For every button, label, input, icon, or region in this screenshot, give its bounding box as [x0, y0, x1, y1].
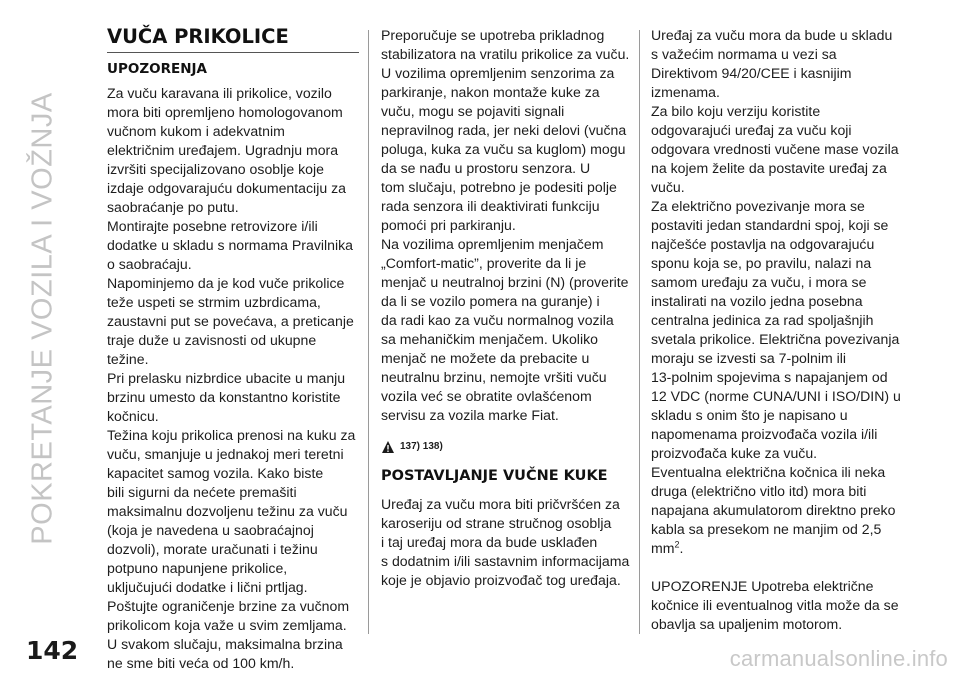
warning-subtitle: UPOZORENJA	[107, 61, 207, 77]
body-text	[651, 26, 901, 558]
column-right	[651, 26, 901, 634]
column-left	[107, 26, 359, 673]
section-title: POSTAVLJANJE VUČNE KUKE	[381, 468, 608, 484]
body-text-end: .	[679, 540, 684, 556]
body-text: Uređaj za vuču mora biti pričvršćen za karoseriju od strane stručnog osoblja i taj uređaj mora da bude usklađen s dodatnim i/ili sastavnim informacijama koje je objavio proizvođač tog uređaja.	[381, 496, 630, 588]
superscript: 2	[674, 539, 680, 550]
body-text: Za vuču karavana ili prikolice, vozilo mora biti opremljeno homologovanom vučnom kukom i adekvatnim električnim uređajem. Ugradnju mora izvršiti specijalizovano osoblje koje izdaje odgovarajuću dokumentaciju za saobraćanje po putu. Montirajte posebne retrovizore i/ili dodatke u skladu s normama Pravilnika o saobraćaju. Napominjemo da je kod vuče prikolice teže uspeti se strmim uzbrdicama, zaustavni put se povećava, a preticanje traje duže u zavisnosti od ukupne težine. Pri prelasku nizbrdice ubacite u manju brzinu umesto da konstantno koristite kočnicu. Težina koju prikolica prenosi na kuku za vuču, smanjuje u jednakoj meri teretni kapacitet samog vozila. Kako biste bili sigurni da nećete premašiti maksimalnu dozvoljenu težinu za vuču (koja je navedena u saobraćajnoj dozvoli), morate uračunati i težinu potpuno napunjene prikolice, uključujući dodatke i lični prtljag. Poštujte ograničenje brzine za vučnom prikolicom koja važe u svim zemljama. U svakom slučaju, maksimalna brzina ne sme biti veća od 100 km/h.	[107, 85, 356, 671]
column-divider	[639, 30, 640, 634]
watermark: carmanualsonline.info	[729, 646, 948, 671]
reference-text: 137) 138)	[400, 441, 443, 452]
section-title: VUČA PRIKOLICE	[107, 26, 359, 53]
warning-text: UPOZORENJE Upotreba električne kočnice ili eventualnog vitla može da se obavlja sa upaljenim motorom.	[651, 578, 899, 632]
body-text: Preporučuje se upotreba prikladnog stabilizatora na vratilu prikolice za vuču. U vozilima opremljenim senzorima za parkiranje, nakon montaže kuke za vuču, mogu se pojaviti signali nepravilnog rada, jer neki delovi (vučna poluga, kuka za vuču sa kuglom) mogu da se nađu u prostoru senzora. U tom slučaju, potrebno je podesiti polje rada senzora ili deaktivirati funkciju pomoći pri parkiranju. Na vozilima opremljenim menjačem „Comfort-matic”, proverite da li je menjač u neutralnoj brzini (N) (proverite da li se vozilo pomera na guranje) i da radi kao za vuču normalnog vozila sa mehaničkim menjačem. Ukoliko menjač ne možete da prebacite u neutralnu brzinu, nemojte vršiti vuču vozila već se obratite ovlašćenom servisu za vozila marke Fiat.	[381, 27, 630, 423]
chapter-title-text: POKRETANJE VOZILA I VOŽNJA	[26, 91, 59, 545]
column-middle	[381, 26, 631, 590]
body-text-main: Uređaj za vuču mora da bude u skladu s važećim normama u vezi sa Direktivom 94/20/CEE i kasnijim izmenama. Za bilo koju verziju koristite odgovarajući uređaj za vuču koji odgovara vrednosti vučene mase vozila na kojem želite da postavite uređaj za vuču. Za električno povezivanje mora se postaviti jedan standardni spoj, koji se najčešće postavlja na odgovarajuću sponu koja se, po pravilu, nalazi na samom uređaju za vuču, i mora se instalirati na vozilo jedna posebna centralna jedinica za rad spoljašnjih svetala prikolice. Električna povezivanja moraju se izvesti sa 7-polnim ili 13-polnim spojevima s napajanjem od 12 VDC (norme CUNA/UNI i ISO/DIN) u skladu s onim što je napisano u napomenama proizvođača vozila i/ili proizvođača kuke za vuču. Eventualna električna kočnica ili neka druga (električno vitlo itd) mora biti napajana akumulatorom direktno preko kabla sa presekom ne manjim od 2,5 mm	[651, 27, 901, 556]
warning-reference	[381, 437, 631, 456]
column-divider	[368, 30, 369, 634]
page-number: 142	[26, 636, 79, 665]
warning-triangle-icon	[381, 440, 395, 454]
side-chapter-title	[6, 28, 80, 608]
